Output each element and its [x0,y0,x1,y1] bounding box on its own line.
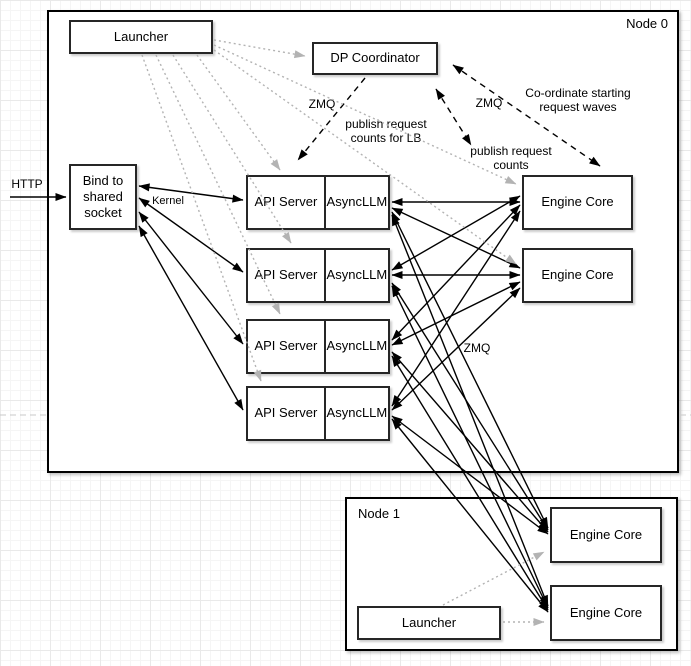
engine-core-node0-box: Engine Core [522,175,633,230]
publish-counts-label: publish request counts [470,144,552,173]
async-llm-label: AsyncLLM [324,250,388,301]
node1-label: Node 1 [358,506,400,521]
api-server-label: API Server [254,405,318,421]
engine-core-node0-box: Engine Core [522,248,633,303]
async-llm-label: AsyncLLM [324,321,388,372]
http-label: HTTP [11,177,43,191]
api-server-label: API Server [254,267,318,283]
api-server-label: API Server [254,194,318,210]
kernel-label: Kernel [152,195,184,207]
async-llm-label: AsyncLLM [324,177,388,228]
dp-coordinator-box: DP Coordinator [312,42,438,75]
node0-label: Node 0 [626,16,668,31]
coordinate-waves-label: Co-ordinate starting request waves [525,86,631,115]
launcher-node0-box: Launcher [69,20,213,54]
zmq-right-label: ZMQ [475,96,503,110]
api-server-row [246,386,390,441]
async-llm-label: AsyncLLM [324,388,388,439]
api-server-label: API Server [254,338,318,354]
api-server-row [246,319,390,374]
engine-core-node1-box: Engine Core [550,585,662,641]
zmq-mesh-label: ZMQ [463,341,491,355]
api-server-row [246,248,390,303]
bind-shared-socket-box: Bind to shared socket [69,164,137,230]
launcher-node1-box: Launcher [357,606,501,640]
api-server-row [246,175,390,230]
engine-core-node1-box: Engine Core [550,507,662,563]
zmq-left-label: ZMQ [308,97,336,111]
publish-lb-label: publish request counts for LB [345,117,427,146]
